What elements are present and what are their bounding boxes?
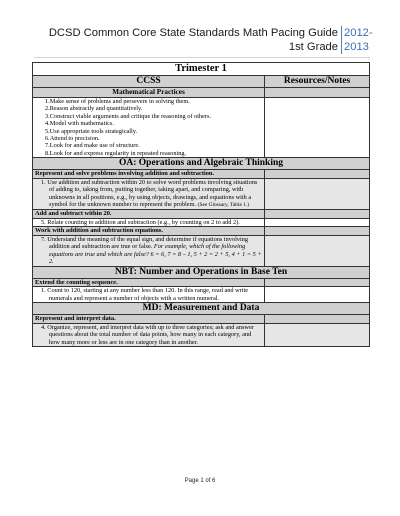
math-practice-item: 7.Look for and make use of structure. [45,142,140,150]
oa-standard-1-text: 1. Use addition and subtraction within 20 to solve word problems involving situations of adding to, taking from, putting together, taking apart, and comparing, with unknowns in all positions, e.g., by using objects, drawings, and equations with a symbol for the unknown number to represent the problem. [41,178,258,209]
nbt-section-row [33,266,370,278]
md-section-row [33,303,370,315]
md-standard-4 [33,323,265,346]
oa-standard-row [33,236,370,267]
math-practice-item: 2.Reason abstractly and quantitatively. [45,105,143,113]
oa-standard-5 [33,219,265,227]
resources-cell [265,178,370,210]
resources-cell [265,98,370,158]
oa-standard-7-example: For example, which of the following equations are true and which are false? 6 = 6, 7 = 8 – 1, 5 + 2 = 2 + 5, 4 + 1 = 5 + 2. [49,243,262,266]
oa-section-title: OA: Operations and Algebraic Thinking [33,158,370,170]
resources-cell [265,315,370,324]
math-practices-row [33,98,370,158]
md-subheading-data: Represent and interpret data. [33,315,265,324]
resources-cell [265,236,370,267]
header-year [344,26,376,54]
md-section-title: MD: Measurement and Data [33,303,370,315]
nbt-subheading-row [33,278,370,287]
document-header [34,26,376,54]
oa-subheading-add-subtract: Add and subtract within 20. [33,210,265,219]
nbt-standard-1-text: 1. Count to 120, starting at any number less than 120. In this range, read and write numerals and represent a number of objects with a written numeral. [41,287,249,302]
math-practices-list [33,98,265,158]
oa-standard-1-note: (See Glossary, Table 1.) [197,202,250,209]
resources-cell [265,278,370,287]
nbt-standard-row [33,287,370,303]
oa-subheading-row [33,210,370,219]
header-divider [341,26,342,54]
header-rule [34,57,370,58]
resources-cell [265,88,370,98]
resources-column-header: Resources/Notes [265,76,370,88]
oa-standard-7 [33,236,265,267]
math-practice-item: 3.Construct viable arguments and critique the reasoning of others. [45,112,212,120]
oa-section-row [33,158,370,170]
math-practice-item: 4.Model with mathematics. [45,120,114,128]
math-practice-item: 1.Make sense of problems and persevere in solving them. [45,98,190,105]
header-title-line2: 1st Grade [288,41,338,53]
trimester-heading: Trimester 1 [33,63,370,76]
oa-subheading-row [33,227,370,236]
math-practice-item: 6.Attend to precision. [45,135,100,143]
math-practices-title: Mathematical Practices [33,88,265,98]
resources-cell [265,219,370,227]
oa-standard-row [33,178,370,210]
nbt-standard-1 [33,287,265,303]
page-number: Page 1 of 6 [184,478,216,484]
resources-cell [265,210,370,219]
resources-cell [265,170,370,179]
oa-subheading-equations: Work with addition and subtraction equations. [33,227,265,236]
oa-standard-1 [33,178,265,210]
oa-standard-7-text: 7. Understand the meaning of the equal sign, and determine if equations involving addition and subtraction are true or false. [41,236,249,251]
header-year-line1: 2012- [344,27,373,39]
header-year-line2: 2013 [344,41,369,53]
column-header-row [33,76,370,88]
md-standard-4-text: 4. Organize, represent, and interpret data with up to three categories; ask and answer questions about the total number of data points, how many in each category, and how many more or less are in one category than in another. [41,323,254,346]
header-title-line1: DCSD Common Core State Standards Math Pacing Guide [48,27,338,39]
oa-subheading-represent: Represent and solve problems involving addition and subtraction. [33,170,265,179]
md-subheading-row [33,315,370,324]
nbt-section-title: NBT: Number and Operations in Base Ten [33,266,370,278]
math-practices-title-row [33,88,370,98]
resources-cell [265,227,370,236]
nbt-subheading-counting: Extend the counting sequence. [33,278,265,287]
math-practice-item: 8.Look for and express regularity in repeated reasoning. [45,149,187,157]
oa-standard-5-text: 5. Relate counting to addition and subtraction (e.g., by counting on 2 to add 2). [41,219,240,227]
math-practice-item: 5.Use appropriate tools strategically. [45,127,138,135]
resources-cell [265,323,370,346]
oa-standard-row [33,219,370,227]
trimester-row [33,63,370,76]
ccss-column-header: CCSS [33,76,265,88]
pacing-guide-table [32,62,370,347]
oa-subheading-row [33,170,370,179]
md-standard-row [33,323,370,346]
header-title [38,26,338,54]
resources-cell [265,287,370,303]
